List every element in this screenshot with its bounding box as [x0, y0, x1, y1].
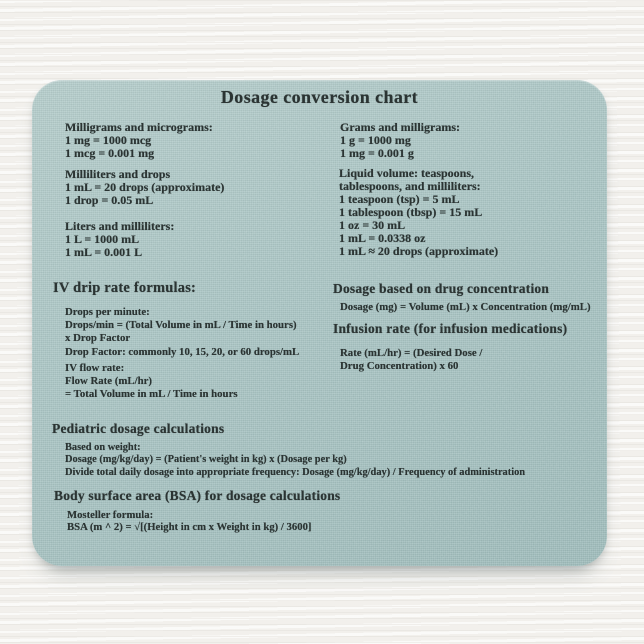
block-heading: Liquid volume: teaspoons,: [339, 166, 475, 180]
conversion-line: 1 mg = 1000 mcg: [65, 133, 152, 147]
formula-line: Drug Concentration) x 60: [340, 360, 459, 372]
section-heading-drug-concentration: Dosage based on drug concentration: [333, 281, 550, 296]
formula-line: Flow Rate (mL/hr): [65, 375, 152, 387]
sub-heading: IV flow rate:: [65, 362, 125, 374]
block-infusion-rate-formula: [340, 347, 482, 373]
block-bsa-formula: [67, 509, 312, 534]
conversion-line: 1 mcg = 0.001 mg: [65, 146, 155, 160]
page-title: Dosage conversion chart: [220, 87, 419, 107]
sub-heading: Based on weight:: [65, 442, 141, 453]
block-milliliters-drops: [65, 168, 224, 207]
conversion-line: 1 mL = 0.0338 oz: [339, 231, 426, 245]
formula-line: BSA (m ^ 2) = √[(Height in cm x Weight in kg) / 3600]: [67, 521, 312, 534]
conversion-line: 1 L = 1000 mL: [65, 232, 140, 246]
sub-heading: Drops per minute:: [65, 306, 150, 318]
conversion-line: 1 mg = 0.001 g: [340, 146, 414, 160]
block-iv-drip-formulas: [65, 306, 299, 401]
section-heading-iv-drip: IV drip rate formulas:: [53, 280, 197, 296]
block-heading: tablespoons, and milliliters:: [339, 179, 481, 193]
block-heading: Liters and milliliters:: [65, 219, 175, 233]
block-liquid-volume: [339, 167, 498, 258]
block-milligrams-micrograms: [65, 121, 213, 160]
block-heading: Grams and milligrams:: [340, 120, 460, 134]
formula-line: Drops/min = (Total Volume in mL / Time in hours): [65, 319, 297, 331]
conversion-line: 1 tablespoon (tbsp) = 15 mL: [339, 205, 483, 219]
conversion-line: 1 g = 1000 mg: [340, 133, 411, 147]
formula-line: Drop Factor: commonly 10, 15, 20, or 60 drops/mL: [65, 346, 300, 358]
conversion-line: 1 mL = 0.001 L: [65, 245, 143, 259]
formula-line: x Drop Factor: [65, 332, 131, 344]
conversion-line: 1 mL = 20 drops (approximate): [65, 180, 225, 194]
block-pediatric-formulas: [65, 442, 525, 479]
block-grams-milligrams: [340, 121, 460, 160]
block-heading: Milligrams and micrograms:: [65, 120, 213, 134]
mousepad: [32, 80, 607, 566]
formula-line: Rate (mL/hr) = (Desired Dose /: [340, 347, 483, 359]
block-liters-milliliters: [65, 220, 174, 259]
formula-line: Dosage (mg) = Volume (mL) x Concentration (mg/mL): [340, 301, 591, 313]
section-heading-pediatric: Pediatric dosage calculations: [52, 421, 225, 436]
conversion-line: 1 teaspoon (tsp) = 5 mL: [339, 192, 460, 206]
sub-heading: Mosteller formula:: [67, 509, 154, 521]
conversion-line: 1 drop = 0.05 mL: [65, 193, 154, 207]
formula-line: = Total Volume in mL / Time in hours: [65, 388, 238, 400]
formula-line: Dosage (mg/kg/day) = (Patient's weight in kg) x (Dosage per kg): [65, 454, 347, 466]
formula-line: Divide total daily dosage into appropriate frequency: Dosage (mg/kg/day) / Frequency of administration: [65, 466, 526, 478]
block-heading: Milliliters and drops: [65, 167, 171, 181]
section-heading-infusion-rate: Infusion rate (for infusion medications): [333, 321, 568, 336]
conversion-line: 1 mL ≈ 20 drops (approximate): [339, 244, 499, 258]
section-heading-bsa: Body surface area (BSA) for dosage calculations: [54, 488, 341, 503]
conversion-line: 1 oz = 30 mL: [339, 218, 406, 232]
